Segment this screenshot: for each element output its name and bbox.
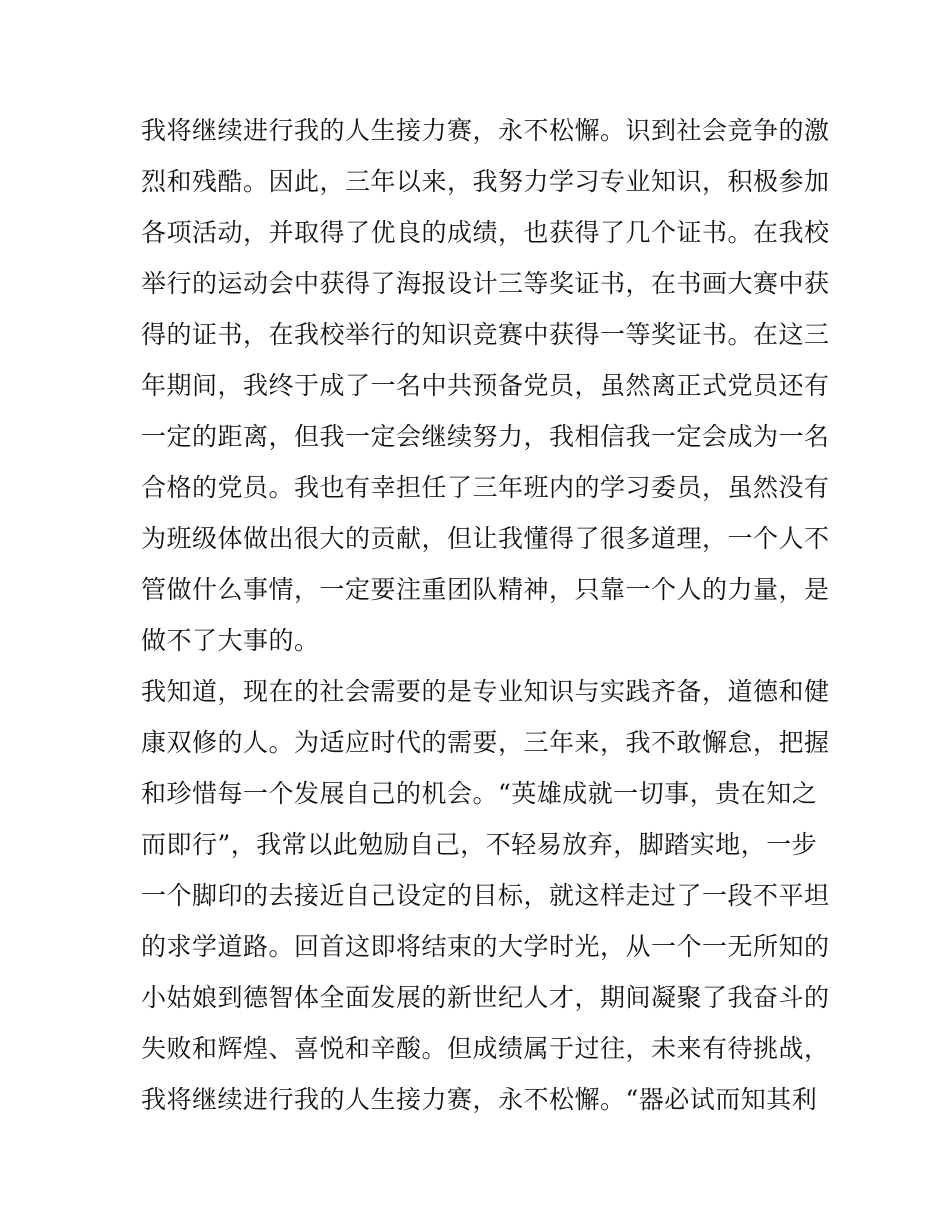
text-line: 和珍惜每一个发展自己的机会。“英雄成就一切事，贵在知之: [141, 779, 818, 808]
text-line: 得的证书，在我校举行的知识竞赛中获得一等奖证书。在这三: [141, 320, 830, 349]
body-text: [141, 105, 830, 1125]
text-line: 康双修的人。为适应时代的需要，三年来，我不敢懈怠，把握: [141, 728, 830, 757]
text-line: 管做什么事情，一定要注重团队精神，只靠一个人的力量，是: [141, 575, 830, 604]
text-line: 小姑娘到德智体全面发展的新世纪人才，期间凝聚了我奋斗的: [141, 983, 830, 1012]
text-line: 而即行”，我常以此勉励自己，不轻易放弃，脚踏实地，一步: [141, 830, 818, 859]
text-line: 各项活动，并取得了优良的成绩，也获得了几个证书。在我校: [141, 218, 830, 247]
text-line: 我知道，现在的社会需要的是专业知识与实践齐备，道德和健: [141, 677, 830, 706]
text-line: 的求学道路。回首这即将结束的大学时光，从一个一无所知的: [141, 932, 830, 961]
text-line: 我将继续进行我的人生接力赛，永不松懈。识到社会竞争的激: [141, 116, 830, 145]
text-line: 举行的运动会中获得了海报设计三等奖证书，在书画大赛中获: [141, 269, 830, 298]
text-line: 失败和辉煌、喜悦和辛酸。但成绩属于过往，未来有待挑战，: [141, 1034, 830, 1063]
text-line: 一个脚印的去接近自己设定的目标，就这样走过了一段不平坦: [141, 881, 830, 910]
text-line: 为班级体做出很大的贡献，但让我懂得了很多道理，一个人不: [141, 524, 830, 553]
text-line: 年期间，我终于成了一名中共预备党员，虽然离正式党员还有: [141, 371, 830, 400]
text-line: 一定的距离，但我一定会继续努力，我相信我一定会成为一名: [141, 422, 830, 451]
text-line: 我将继续进行我的人生接力赛，永不松懈。“器必试而知其利: [141, 1085, 818, 1114]
text-line: 合格的党员。我也有幸担任了三年班内的学习委员，虽然没有: [141, 473, 830, 502]
text-line: 做不了大事的。: [141, 626, 320, 655]
text-line: 烈和残酷。因此，三年以来，我努力学习专业知识，积极参加: [141, 167, 830, 196]
